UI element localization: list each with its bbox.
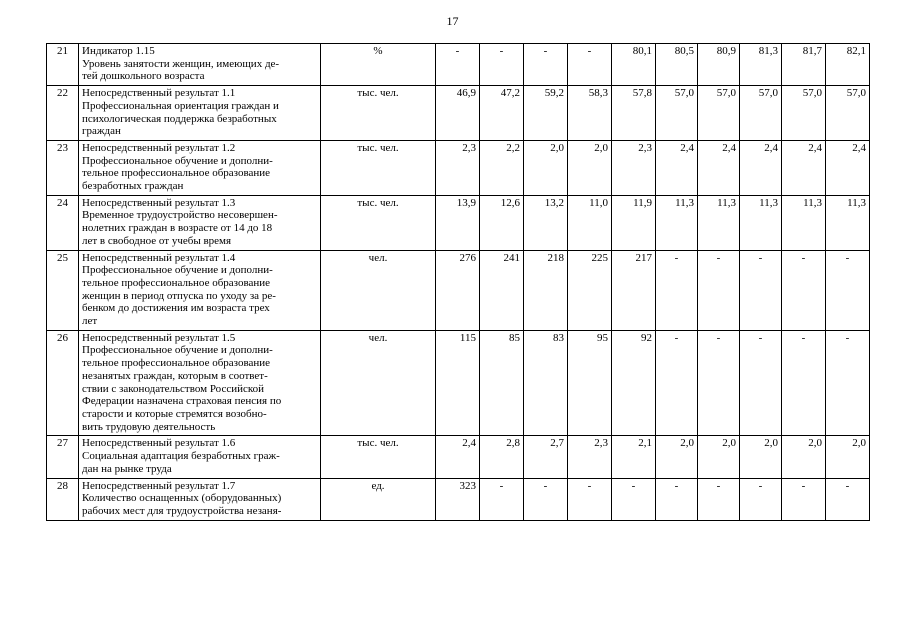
value-cell: -: [436, 44, 480, 86]
indicator-name-line: Профессиональная ориентация граждан и: [82, 99, 279, 112]
value-cell: -: [698, 478, 740, 520]
value-cell: -: [480, 44, 524, 86]
value-cell: 2,8: [480, 436, 524, 478]
value-cell: -: [740, 478, 782, 520]
indicator-name-line: старости и которые стремятся возобно-: [82, 407, 267, 420]
value-cell: 57,0: [656, 86, 698, 141]
indicator-name-line: тей дошкольного возраста: [82, 70, 205, 83]
value-cell: -: [656, 250, 698, 330]
table-row: [47, 250, 870, 330]
value-cell: 80,5: [656, 44, 698, 86]
value-cell: 2,7: [524, 436, 568, 478]
unit-cell: чел.: [321, 250, 436, 330]
value-cell: 323: [436, 478, 480, 520]
value-cell: 80,9: [698, 44, 740, 86]
value-cell: 2,4: [782, 140, 826, 195]
value-cell: 11,3: [698, 195, 740, 250]
value-cell: 11,3: [826, 195, 870, 250]
value-cell: -: [740, 330, 782, 436]
value-cell: 57,0: [826, 86, 870, 141]
value-cell: -: [826, 250, 870, 330]
indicator-name-line: лет в свободное от учебы время: [82, 234, 232, 247]
indicator-name-cell: [79, 478, 321, 520]
value-cell: -: [524, 478, 568, 520]
indicator-name-line: Индикатор 1.15: [82, 45, 155, 57]
value-cell: 11,3: [656, 195, 698, 250]
value-cell: -: [782, 250, 826, 330]
value-cell: 2,3: [436, 140, 480, 195]
value-cell: -: [524, 44, 568, 86]
row-number: 21: [47, 44, 79, 86]
indicator-name-line: нолетних граждан в возрасте от 14 до 18: [82, 222, 273, 235]
indicator-name-line: Количество оснащенных (оборудованных): [82, 492, 282, 505]
value-cell: 2,3: [612, 140, 656, 195]
indicator-name-line: граждан: [82, 125, 121, 138]
value-cell: 82,1: [826, 44, 870, 86]
value-cell: 11,9: [612, 195, 656, 250]
value-cell: 276: [436, 250, 480, 330]
value-cell: 46,9: [436, 86, 480, 141]
unit-cell: ед.: [321, 478, 436, 520]
table-row: [47, 436, 870, 478]
indicator-name-line: Непосредственный результат 1.7: [82, 479, 236, 492]
table-body: [47, 44, 870, 521]
indicator-name-line: незанятых граждан, которым в соответ-: [82, 369, 268, 382]
indicator-name-line: женщин в период отпуска по уходу за ре-: [82, 289, 276, 302]
value-cell: 225: [568, 250, 612, 330]
indicator-name-line: Федерации назначена страховая пенсия по: [82, 395, 282, 408]
value-cell: 115: [436, 330, 480, 436]
value-cell: 58,3: [568, 86, 612, 141]
value-cell: 11,3: [782, 195, 826, 250]
table-row: [47, 44, 870, 86]
value-cell: 11,3: [740, 195, 782, 250]
value-cell: 57,0: [740, 86, 782, 141]
indicator-name-cell: [79, 436, 321, 478]
value-cell: 81,7: [782, 44, 826, 86]
value-cell: 57,8: [612, 86, 656, 141]
unit-cell: %: [321, 44, 436, 86]
value-cell: -: [656, 478, 698, 520]
indicators-table: [46, 43, 870, 521]
value-cell: 2,4: [826, 140, 870, 195]
value-cell: -: [480, 478, 524, 520]
table-row: [47, 140, 870, 195]
table-row: [47, 478, 870, 520]
indicator-name-cell: [79, 44, 321, 86]
value-cell: 218: [524, 250, 568, 330]
indicator-name-line: бенком до достижения им возраста трех: [82, 302, 270, 315]
value-cell: -: [782, 330, 826, 436]
indicator-name-line: Непосредственный результат 1.4: [82, 251, 236, 264]
indicator-name-line: Непосредственный результат 1.2: [82, 141, 236, 154]
value-cell: 11,0: [568, 195, 612, 250]
row-number: 25: [47, 250, 79, 330]
indicator-name-line: ствии с законодательством Российской: [82, 382, 265, 395]
value-cell: 80,1: [612, 44, 656, 86]
indicator-name-cell: [79, 86, 321, 141]
table-row: [47, 195, 870, 250]
value-cell: 2,0: [524, 140, 568, 195]
indicator-name-line: Профессиональное обучение и дополни-: [82, 344, 273, 357]
value-cell: 2,3: [568, 436, 612, 478]
indicator-name-line: Социальная адаптация безработных граж-: [82, 450, 280, 463]
value-cell: -: [826, 478, 870, 520]
value-cell: -: [698, 250, 740, 330]
unit-cell: тыс. чел.: [321, 436, 436, 478]
value-cell: -: [782, 478, 826, 520]
value-cell: 2,0: [568, 140, 612, 195]
indicator-name-line: Профессиональное обучение и дополни-: [82, 264, 273, 277]
value-cell: 2,0: [782, 436, 826, 478]
value-cell: 2,0: [656, 436, 698, 478]
value-cell: 241: [480, 250, 524, 330]
indicator-name-line: тельное профессиональное образование: [82, 167, 271, 180]
value-cell: 12,6: [480, 195, 524, 250]
value-cell: 2,0: [740, 436, 782, 478]
table-row: [47, 330, 870, 436]
indicator-name-line: рабочих мест для трудоустройства незаня-: [82, 504, 282, 517]
value-cell: -: [568, 44, 612, 86]
row-number: 26: [47, 330, 79, 436]
value-cell: 13,2: [524, 195, 568, 250]
value-cell: 81,3: [740, 44, 782, 86]
indicator-name-line: Уровень занятости женщин, имеющих де-: [82, 57, 280, 70]
indicator-name-cell: [79, 140, 321, 195]
indicator-name-line: Непосредственный результат 1.5: [82, 331, 236, 344]
indicator-name-cell: [79, 195, 321, 250]
indicator-name-line: Непосредственный результат 1.3: [82, 196, 236, 209]
unit-cell: тыс. чел.: [321, 86, 436, 141]
indicator-name-line: дан на рынке труда: [82, 462, 172, 475]
value-cell: 92: [612, 330, 656, 436]
value-cell: 2,0: [698, 436, 740, 478]
value-cell: 59,2: [524, 86, 568, 141]
value-cell: 85: [480, 330, 524, 436]
value-cell: 2,4: [436, 436, 480, 478]
value-cell: -: [698, 330, 740, 436]
row-number: 23: [47, 140, 79, 195]
value-cell: 2,0: [826, 436, 870, 478]
value-cell: -: [568, 478, 612, 520]
indicator-name-line: Непосредственный результат 1.6: [82, 437, 236, 450]
value-cell: 2,1: [612, 436, 656, 478]
unit-cell: тыс. чел.: [321, 140, 436, 195]
indicator-name-line: Непосредственный результат 1.1: [82, 87, 236, 100]
indicator-name-cell: [79, 330, 321, 436]
value-cell: 95: [568, 330, 612, 436]
indicator-name-line: Временное трудоустройство несовершен-: [82, 209, 278, 222]
table-row: [47, 86, 870, 141]
value-cell: 13,9: [436, 195, 480, 250]
value-cell: 2,4: [698, 140, 740, 195]
unit-cell: тыс. чел.: [321, 195, 436, 250]
indicator-name-line: психологическая поддержка безработных: [82, 112, 277, 125]
row-number: 24: [47, 195, 79, 250]
value-cell: -: [826, 330, 870, 436]
value-cell: 47,2: [480, 86, 524, 141]
indicator-name-line: Профессиональное обучение и дополни-: [82, 154, 273, 167]
indicator-name-line: безработных граждан: [82, 180, 184, 193]
indicator-name-line: тельное профессиональное образование: [82, 276, 271, 289]
value-cell: 57,0: [698, 86, 740, 141]
indicator-name-line: лет: [82, 315, 98, 328]
value-cell: 83: [524, 330, 568, 436]
value-cell: -: [656, 330, 698, 436]
value-cell: 217: [612, 250, 656, 330]
page-number: 17: [446, 14, 459, 28]
indicator-name-cell: [79, 250, 321, 330]
row-number: 28: [47, 478, 79, 520]
indicator-name-line: тельное профессиональное образование: [82, 357, 271, 370]
indicator-name-line: вить трудовую деятельность: [82, 420, 216, 433]
value-cell: 2,4: [740, 140, 782, 195]
value-cell: 57,0: [782, 86, 826, 141]
value-cell: 2,4: [656, 140, 698, 195]
row-number: 27: [47, 436, 79, 478]
value-cell: -: [612, 478, 656, 520]
unit-cell: чел.: [321, 330, 436, 436]
value-cell: 2,2: [480, 140, 524, 195]
value-cell: -: [740, 250, 782, 330]
row-number: 22: [47, 86, 79, 141]
